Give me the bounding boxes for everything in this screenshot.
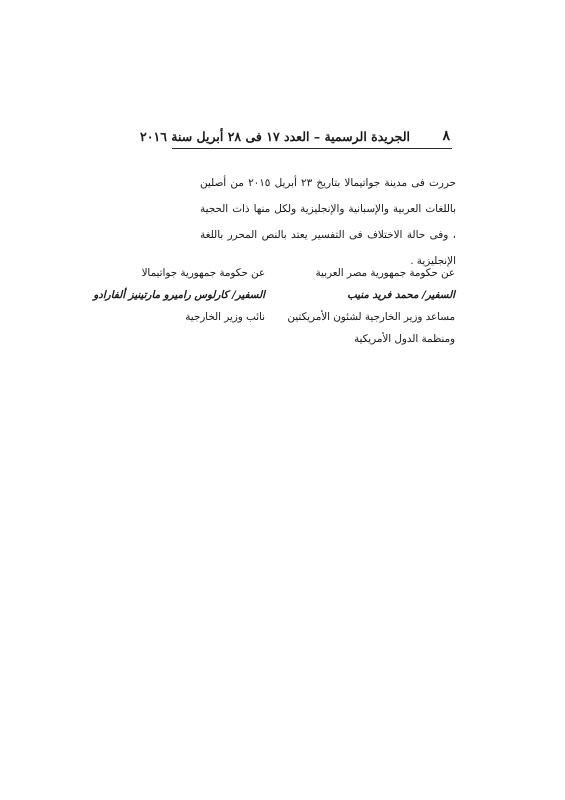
signature-block-guatemala [65, 262, 265, 328]
signature-heading-guatemala: عن حكومة جمهورية جواتيمالا [141, 267, 265, 279]
page-header [140, 126, 450, 148]
main-paragraph-block [200, 170, 456, 274]
signatory-name-egypt: السفير/ محمد فريد منيب [347, 289, 455, 301]
signatory-name-guatemala: السفير/ كارلوس راميرو مارتينيز ألفارادو [93, 289, 265, 301]
signatory-position-egypt-1: مساعد وزير الخارجية لشئون الأمريكتين [287, 311, 455, 323]
main-paragraph: حررت فى مدينة جواتيمالا بتاريخ ٢٣ أبريل ٢٠١٥ من أصلين باللغات العربية والإسبانية والإنجليزية ولكل منها ذات الحجية ، وفى حالة الاختلاف فى التفسير يعتد بالنص المحرر باللغة الإنجليزية . [200, 177, 456, 267]
signatory-position-guatemala: نائب وزير الخارجية [185, 311, 265, 323]
signature-block-egypt [275, 262, 455, 350]
header-divider [172, 148, 452, 149]
signature-heading-egypt: عن حكومة جمهورية مصر العربية [315, 267, 455, 279]
page-number: ٨ [442, 128, 450, 144]
signatory-position-egypt-2: ومنظمة الدول الأمريكية [353, 333, 455, 345]
gazette-header-title: الجريدة الرسمية – العدد ١٧ فى ٢٨ أبريل سنة ٢٠١٦ [140, 129, 410, 144]
